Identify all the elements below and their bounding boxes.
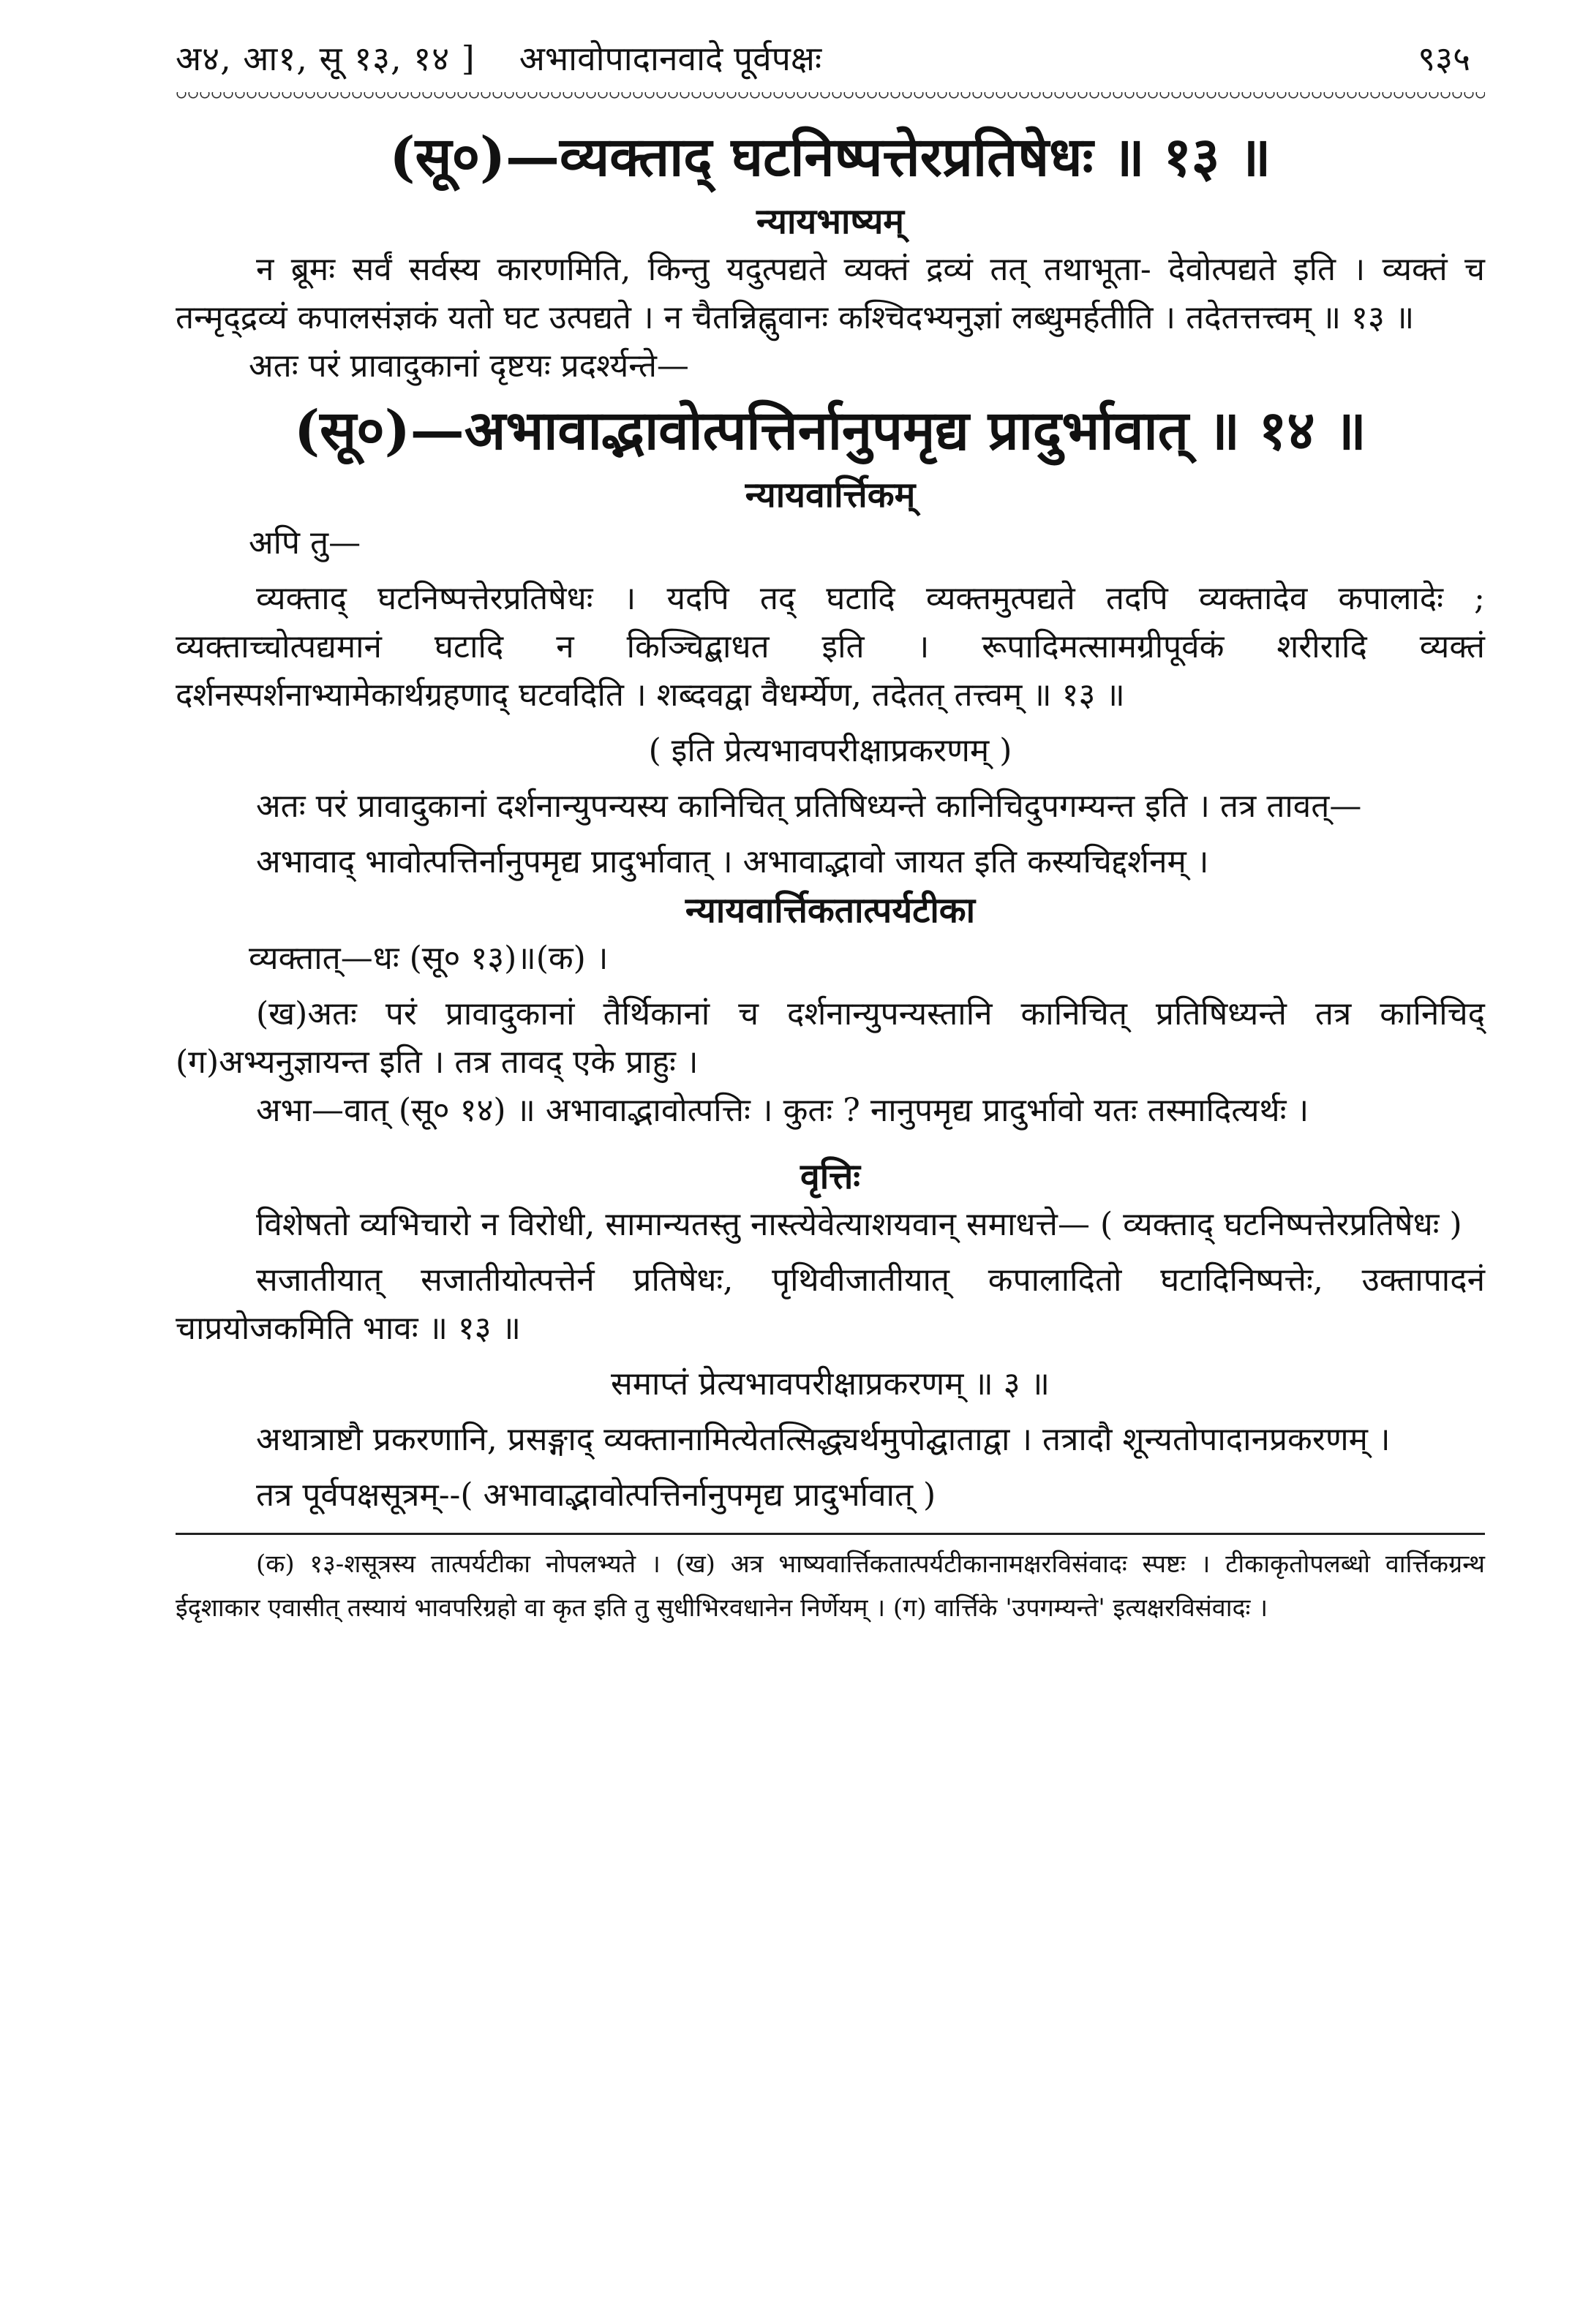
tika-line-1: व्यक्तात्—धः (सू० १३)॥(क) । (249, 940, 609, 977)
vartika-heading: न्यायवार्त्तिकम् (745, 475, 916, 516)
tika-line-3: अभा—वात् (सू० १४) ॥ अभावाद्भावोत्पत्तिः । कुतः ? नानुपमृद्य प्रादुर्भावो यतः तस्मादित्यर्थः । (256, 1092, 1309, 1129)
vartika-opening: अपि तु— (249, 524, 361, 562)
sutra-14: (सू०)—अभावाद्भावोत्पत्तिर्नानुपमृद्य प्रादुर्भावात् ॥ १४ ॥ (294, 399, 1366, 462)
tika-line-2: (ख)अतः परं प्रावादुकानां तैर्थिकानां च दर्शनान्युपन्यस्तानि कानिचित् प्रतिषिध्यन्ते तत्र कानिचिद् (ग)अभ्यनुज्ञायन्त इति । तत्र तावद् एके प्राहुः । (176, 995, 1485, 1081)
vritti-closing: समाप्तं प्रेत्यभावपरीक्षाप्रकरणम् ॥ ३ ॥ (610, 1365, 1050, 1403)
tika-heading: न्यायवार्त्तिकतात्पर्यटीका (685, 890, 976, 931)
vritti-line-2: सजातीयात् सजातीयोत्पत्तेर्न प्रतिषेधः, पृथिवीजातीयात् कपालादितो घटादिनिष्पत्तेः, उक्तापादनं चाप्रयोजकमिति भावः ॥ १३ ॥ (176, 1261, 1485, 1347)
bhashya-transition: अतः परं प्रावादुकानां दृष्टयः प्रदर्श्यन्ते— (249, 347, 689, 385)
vartika-text-1: व्यक्ताद् घटनिष्पत्तेरप्रतिषेधः । यदपि तद् घटादि व्यक्तमुत्पद्यते तदपि व्यक्तादेव कपालादेः ; व्यक्ताच्चोत्पद्यमानं घटादि न किञ्चिद्बाधत इति । रूपादिमत्सामग्रीपूर्वकं शरीरादि व्यक्तं दर्शनस्पर्शनाभ्यामेकार्थग्रहणाद् घटवदिति । शब्दवद्वा वैधर्म्येण, तदेतत् तत्त्वम् ॥ १३ ॥ (176, 580, 1485, 714)
footnote-rule (176, 1533, 1485, 1535)
page-number: ९३५ (1418, 39, 1470, 78)
vritti-line-4: तत्र पूर्वपक्षसूत्रम्--( अभावाद्भावोत्पत्तिर्नानुपमृद्य प्रादुर्भावात् ) (256, 1476, 936, 1514)
vritti-line-3: अथात्राष्टौ प्रकरणानि, प्रसङ्गाद् व्यक्तानामित्येतत्सिद्ध्यर्थमुपोद्घाताद्वा । तत्रादौ शून्यतोपादानप्रकरणम् । (256, 1421, 1391, 1458)
vritti-line-1: विशेषतो व्यभिचारो न विरोधी, सामान्यतस्तु नास्त्येवेत्याशयवान् समाधत्ते— ( व्यक्ताद् घटनिष्पत्तेरप्रतिषेधः ) (256, 1206, 1462, 1243)
header-rule (176, 92, 1485, 102)
header-reference: अ४, आ१, सू १३, १४ ] (176, 39, 475, 78)
header-title: अभावोपादानवादे पूर्वपक्षः (519, 39, 822, 78)
sutra-13: (सू०)—व्यक्ताद् घटनिष्पत्तेरप्रतिषेधः ॥ १३ ॥ (389, 126, 1271, 189)
vartika-closing-note: ( इति प्रेत्यभावपरीक्षाप्रकरणम् ) (648, 732, 1012, 769)
bhashya-heading: न्यायभाष्यम् (756, 201, 905, 242)
footnotes: (क) १३-शसूत्रस्य तात्पर्यटीका नोपलभ्यते । (ख) अत्र भाष्यवार्त्तिकतात्पर्यटीकानामक्षरविसंवादः स्पष्टः । टीकाकृतोपलब्धो वार्त्तिकग्रन्थ ईदृशाकार एवासीत् तस्यायं भावपरिग्रहो वा कृत इति तु सुधीभिरवधानेन निर्णेयम् । (ग) वार्त्तिके 'उपगम्यन्ते' इत्यक्षरविसंवादः । (176, 1550, 1485, 1623)
running-header (176, 29, 1485, 88)
bhashya-text: न ब्रूमः सर्वं सर्वस्य कारणमिति, किन्तु यदुत्पद्यते व्यक्तं द्रव्यं तत् तथाभूता- देवोत्पद्यते इति । व्यक्तं च तन्मृद्द्रव्यं कपालसंज्ञकं यतो घट उत्पद्यते । न चैतन्निह्नुवानः कश्चिदभ्यनुज्ञां लब्धुमर्हतीति । तदेतत्तत्त्वम् ॥ १३ ॥ (176, 251, 1485, 336)
vartika-text-2: अतः परं प्रावादुकानां दर्शनान्युपन्यस्य कानिचित् प्रतिषिध्यन्ते कानिचिदुपगम्यन्त इति । तत्र तावत्— (256, 788, 1362, 825)
page (176, 29, 1485, 2296)
vartika-text-3: अभावाद् भावोत्पत्तिर्नानुपमृद्य प्रादुर्भावात् । अभावाद्भावो जायत इति कस्यचिद्दर्शनम् । (256, 843, 1209, 880)
vritti-heading: वृत्तिः (800, 1156, 860, 1197)
